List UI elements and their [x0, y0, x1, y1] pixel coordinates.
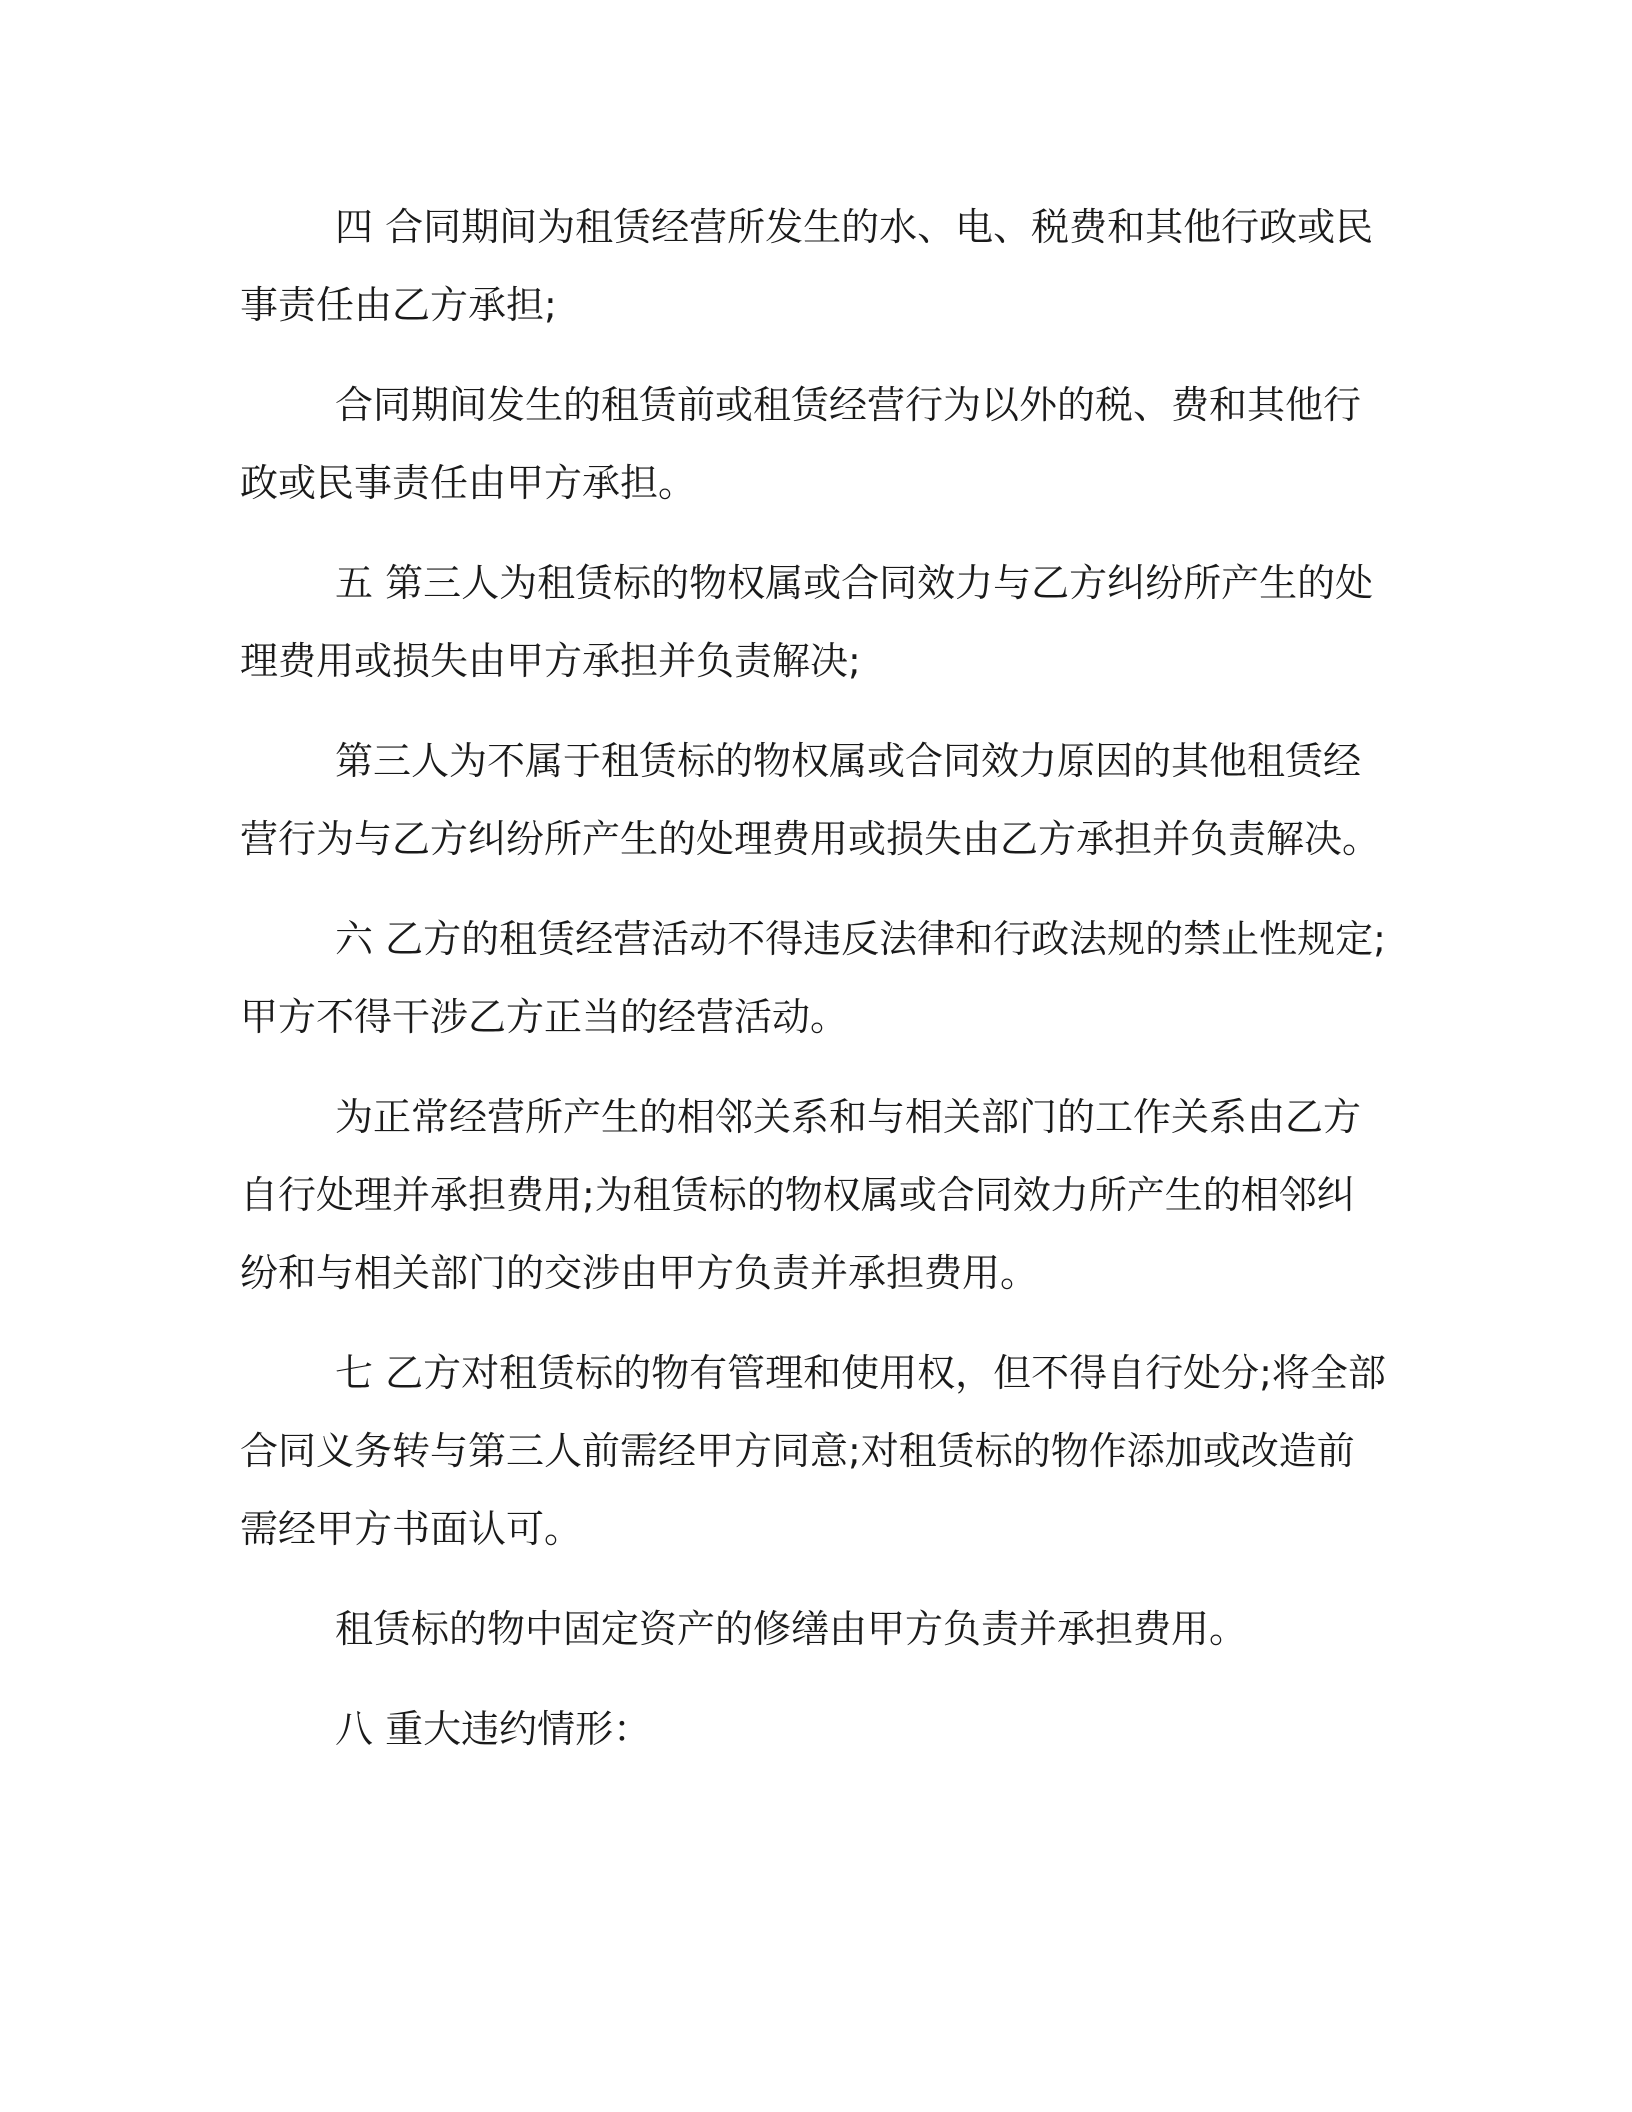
- paragraph-clause-4-supplement: 合同期间发生的租赁前或租赁经营行为以外的税、费和其他行政或民事责任由甲方承担。: [240, 383, 1362, 505]
- paragraph-clause-5-supplement: 第三人为不属于租赁标的物权属或合同效力原因的其他租赁经营行为与乙方纠纷所产生的处理费用或损失由乙方承担并负责解决。: [240, 739, 1381, 861]
- paragraph-clause-8-heading: 八 重大违约情形：: [335, 1707, 652, 1751]
- document-body: [240, 188, 1390, 1790]
- paragraph-clause-5: 五 第三人为租赁标的物权属或合同效力与乙方纠纷所产生的处理费用或损失由甲方承担并负责解决;: [240, 561, 1374, 683]
- paragraph-clause-6-supplement: 为正常经营所产生的相邻关系和与相关部门的工作关系由乙方自行处理并承担费用;为租赁标的物权属或合同效力所产生的相邻纠纷和与相关部门的交涉由甲方负责并承担费用。: [240, 1095, 1362, 1295]
- paragraph-clause-7: 七 乙方对租赁标的物有管理和使用权，但不得自行处分;将全部合同义务转与第三人前需经甲方同意;对租赁标的物作添加或改造前需经甲方书面认可。: [240, 1351, 1386, 1551]
- paragraph-clause-4: 四 合同期间为租赁经营所发生的水、电、税费和其他行政或民事责任由乙方承担;: [240, 205, 1374, 327]
- paragraph-clause-6: 六 乙方的租赁经营活动不得违反法律和行政法规的禁止性规定;甲方不得干涉乙方正当的经营活动。: [240, 917, 1386, 1039]
- paragraph-clause-7-supplement: 租赁标的物中固定资产的修缮由甲方负责并承担费用。: [335, 1607, 1248, 1651]
